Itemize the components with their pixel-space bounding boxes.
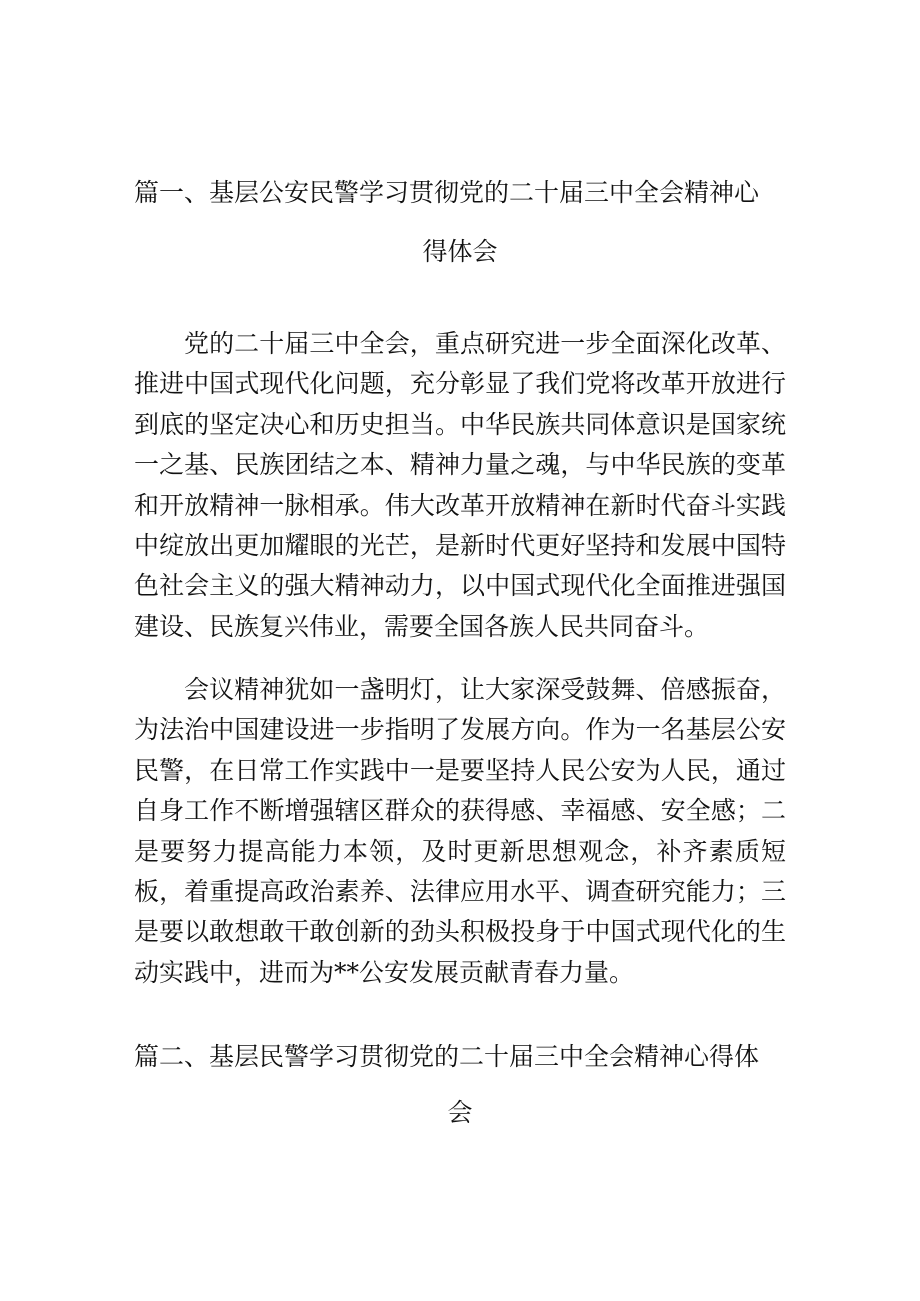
section-2-title-line-1: 篇二、基层民警学习贯彻党的二十届三中全会精神心得体 <box>134 1042 760 1071</box>
section-1-paragraph-2: 会议精神犹如一盏明灯，让大家深受鼓舞、倍感振奋，为法治中国建设进一步指明了发展方向。作为一名基层公安民警，在日常工作实践中一是要坚持人民公安为人民，通过自身工作不断增强辖区群众的获得感、幸福感、安全感；二是要努力提高能力本领，及时更新思想观念，补齐素质短板，着重提高政治素养、法律应用水平、调查研究能力；三是要以敢想敢干敢创新的劲头积极投身于中国式现代化的生动实践中，进而为**公安发展贡献青春力量。 <box>134 675 786 987</box>
section-2-title-line-2: 会 <box>447 1098 473 1127</box>
section-1-paragraph-1: 党的二十届三中全会，重点研究进一步全面深化改革、推进中国式现代化问题，充分彰显了我们党将改革开放进行到底的坚定决心和历史担当。中华民族共同体意识是国家统一之基、民族团结之本、精神力量之魂，与中华民族的变革和开放精神一脉相承。伟大改革开放精神在新时代奋斗实践中绽放出更加耀眼的光芒，是新时代更好坚持和发展中国特色社会主义的强大精神动力，以中国式现代化全面推进强国建设、民族复兴伟业，需要全国各族人民共同奋斗。 <box>134 329 786 641</box>
section-1-title-line-2: 得体会 <box>422 237 498 266</box>
section-1-title-line-1: 篇一、基层公安民警学习贯彻党的二十届三中全会精神心 <box>134 178 760 207</box>
